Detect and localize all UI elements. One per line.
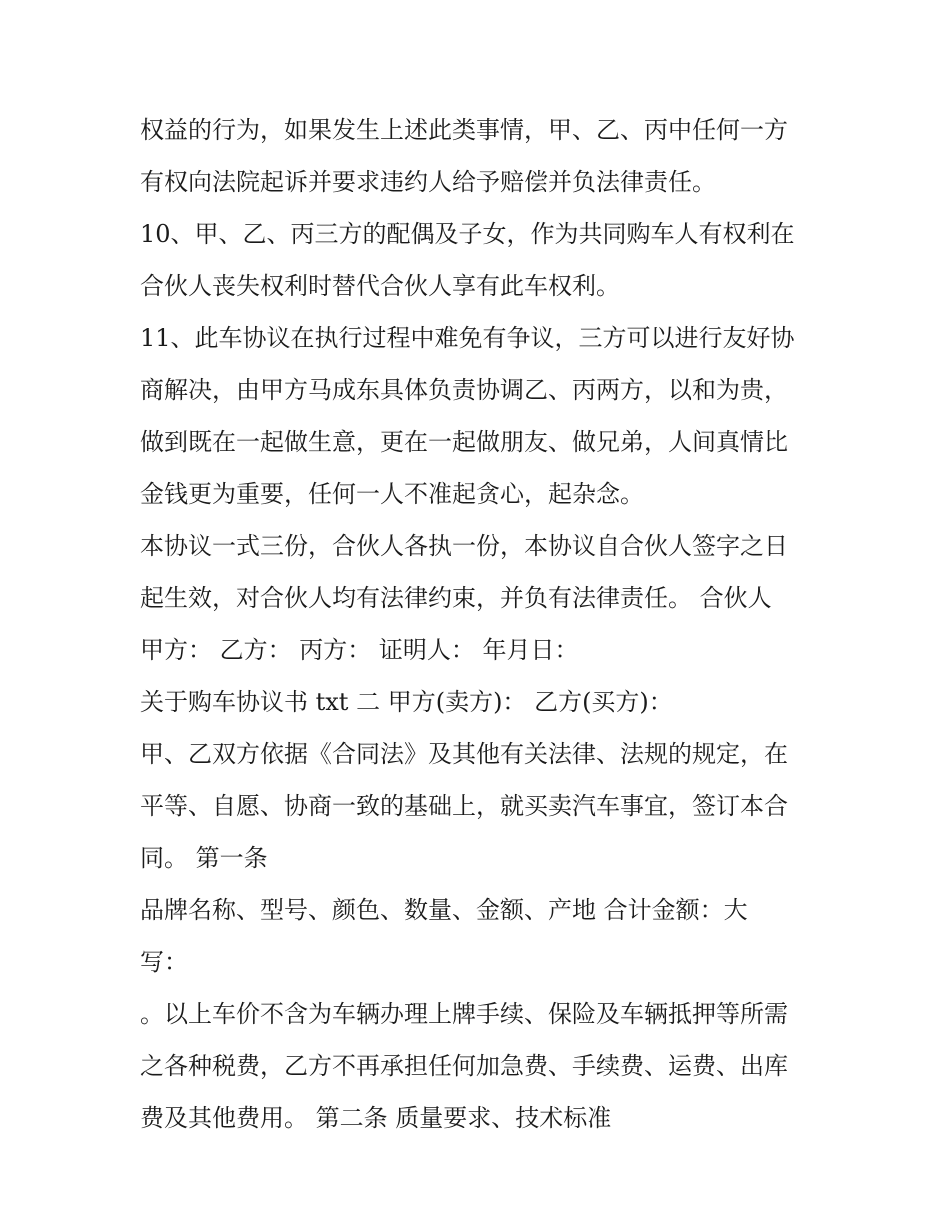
article-1-line-2: 写： [140, 948, 188, 976]
clause-11-line-3: 做到既在一起做生意，更在一起做朋友、做兄弟，人间真情比 [140, 428, 788, 456]
preamble-line-3: 同。 第一条 [140, 844, 268, 872]
signature-line: 甲方： 乙方： 丙方： 证明人： 年月日： [140, 636, 579, 664]
article-1-line-1: 品牌名称、型号、颜色、数量、金额、产地 合计金额：大 [140, 896, 748, 924]
clause-11-line-2: 商解决，由甲方马成东具体负责协调乙、丙两方，以和为贵， [140, 376, 788, 404]
clause-10-line-2: 合伙人丧失权利时替代合伙人享有此车权利。 [140, 272, 620, 300]
clause-11-line-4: 金钱更为重要，任何一人不准起贪心，起杂念。 [140, 480, 644, 508]
validity-line-1: 本协议一式三份，合伙人各执一份，本协议自合伙人签字之日 [140, 532, 788, 560]
text-line-2: 有权向法院起诉并要求违约人给予赔偿并负法律责任。 [140, 168, 716, 196]
article-2-line: 费及其他费用。 第二条 质量要求、技术标准 [140, 1104, 612, 1132]
price-note-line-2: 之各种税费，乙方不再承担任何加急费、手续费、运费、出库 [140, 1052, 788, 1080]
text-line-1: 权益的行为，如果发生上述此类事情，甲、乙、丙中任何一方 [140, 116, 788, 144]
preamble-line-1: 甲、乙双方依据《合同法》及其他有关法律、法规的规定，在 [140, 740, 788, 768]
second-agreement-title: 关于购车协议书 txt 二 甲方(卖方)： 乙方(买方)： [140, 688, 673, 716]
clause-10-line-1: 10、甲、乙、丙三方的配偶及子女，作为共同购车人有权利在 [140, 220, 795, 248]
clause-11-line-1: 11、此车协议在执行过程中难免有争议，三方可以进行友好协 [140, 324, 795, 352]
validity-line-2: 起生效，对合伙人均有法律约束，并负有法律责任。 合伙人 [140, 584, 772, 612]
preamble-line-2: 平等、自愿、协商一致的基础上，就买卖汽车事宜，签订本合 [140, 792, 788, 820]
price-note-line-1: 。以上车价不含为车辆办理上牌手续、保险及车辆抵押等所需 [140, 1000, 788, 1028]
document-body [140, 104, 830, 1144]
